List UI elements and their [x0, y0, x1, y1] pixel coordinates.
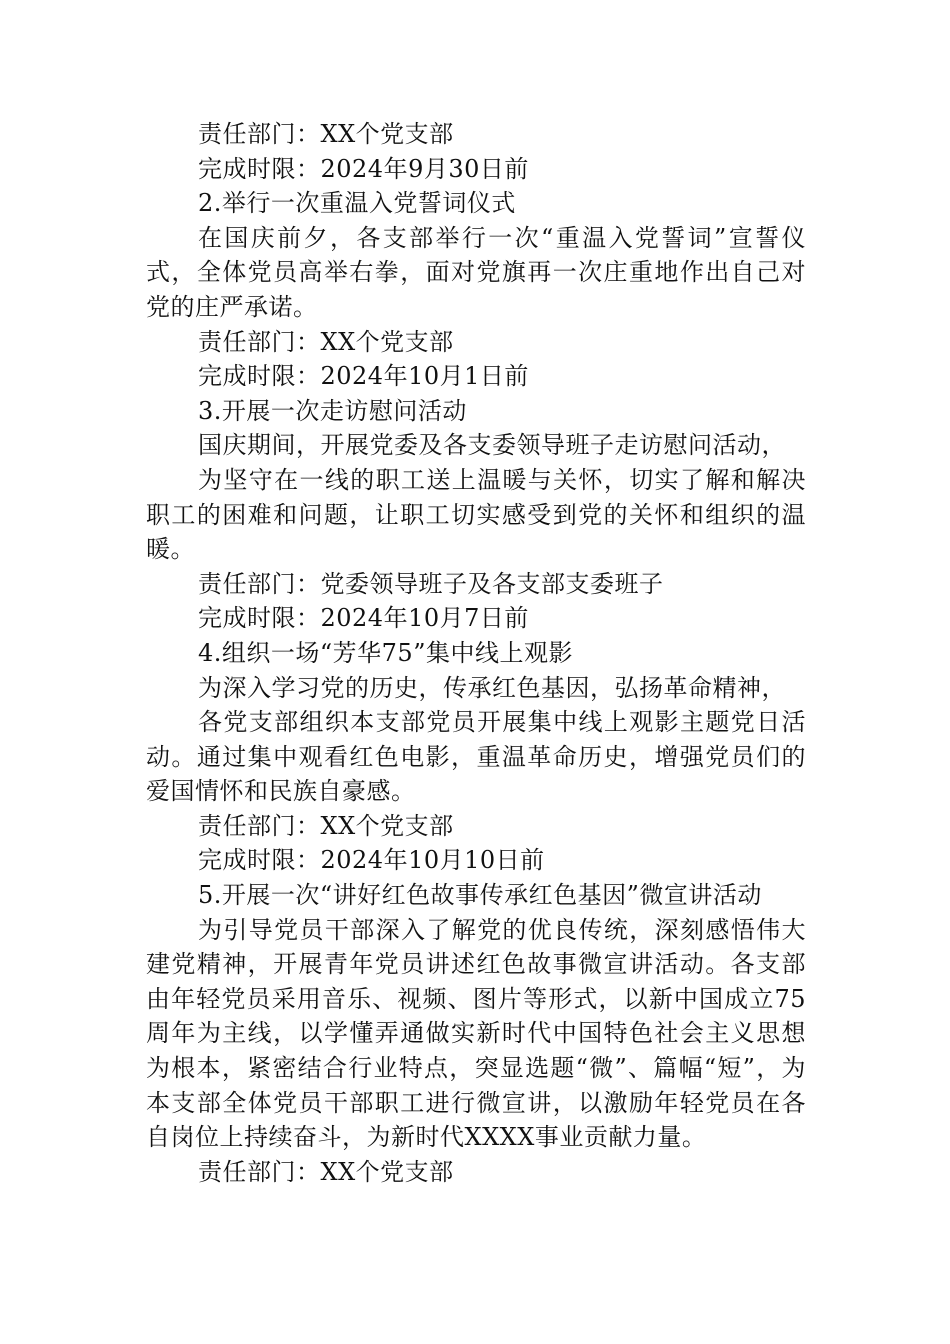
responsible-dept-1: 责任部门：XX个党支部 [198, 120, 454, 148]
item-heading-5: 5.开展一次“讲好红色故事传承红色基因”微宣讲活动 [198, 881, 762, 910]
document-body [146, 117, 806, 1189]
item-heading-4: 4.组织一场“芳华75”集中线上观影 [198, 638, 573, 667]
responsible-dept-3: 责任部门：党委领导班子及各支部支委班子 [198, 569, 664, 598]
responsible-dept-2: 责任部门：XX个党支部 [198, 327, 454, 356]
responsible-dept-4: 责任部门：XX个党支部 [198, 811, 454, 840]
item-body-3-line-1: 国庆期间，开展党委及各支委领导班子走访慰问活动， [198, 431, 786, 460]
item-body-4: 各党支部组织本支部党员开展集中线上观影主题党日活动。通过集中观看红色电影，重温革命历史，增强党员们的爱国情怀和民族自豪感。 [146, 708, 806, 806]
item-body-2: 在国庆前夕，各支部举行一次“重温入党誓词”宣誓仪式，全体党员高举右拳，面对党旗再一次庄重地作出自己对党的庄严承诺。 [146, 223, 806, 321]
deadline-2: 完成时限：2024年10月1日前 [198, 362, 529, 391]
item-body-4-line-1: 为深入学习党的历史，传承红色基因，弘扬革命精神， [198, 673, 786, 702]
item-body-3: 为坚守在一线的职工送上温暖与关怀，切实了解和解决职工的困难和问题，让职工切实感受到党的关怀和组织的温暖。 [146, 465, 806, 564]
deadline-3: 完成时限：2024年10月7日前 [198, 604, 529, 633]
item-heading-3: 3.开展一次走访慰问活动 [198, 396, 467, 425]
item-heading-2: 2.举行一次重温入党誓词仪式 [198, 189, 516, 218]
item-body-5: 为引导党员干部深入了解党的优良传统，深刻感悟伟大建党精神，开展青年党员讲述红色故事微宣讲活动。各支部由年轻党员采用音乐、视频、图片等形式，以新中国成立75周年为主线，以学懂弄通做实新时代中国特色社会主义思想为根本，紧密结合行业特点，突显选题“微”、篇幅“短”，为本支部全体党员干部职工进行微宣讲，以激励年轻党员在各自岗位上持续奋斗，为新时代XXXX事业贡献力量。 [146, 915, 806, 1152]
deadline-4: 完成时限：2024年10月10日前 [198, 846, 545, 875]
deadline-1: 完成时限：2024年9月30日前 [198, 154, 529, 183]
responsible-dept-5: 责任部门：XX个党支部 [198, 1157, 454, 1186]
